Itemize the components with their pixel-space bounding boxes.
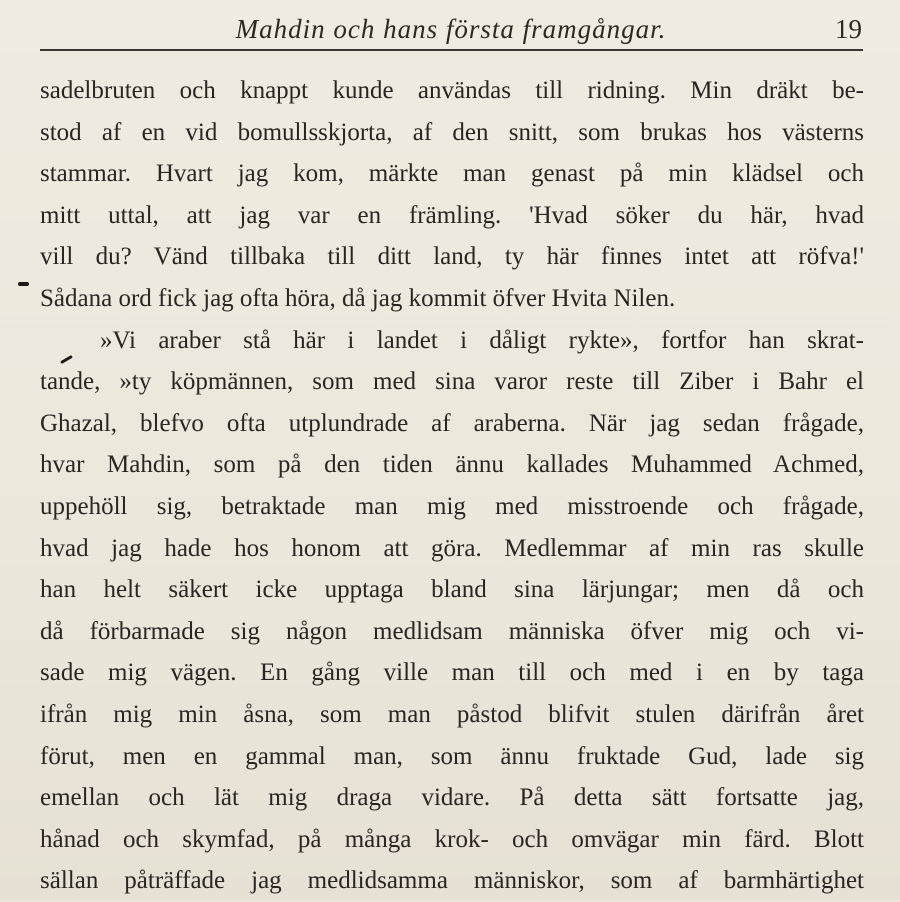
header-rule: [40, 49, 863, 51]
text-line: förut, men en gammal man, som ännu fruktade Gud, lade sig: [40, 742, 864, 770]
text-line: stammar. Hvart jag kom, märkte man genast på min klädsel och: [40, 160, 864, 188]
text-line: sadelbruten och knappt kunde användas till ridning. Min dräkt be-: [40, 77, 864, 104]
text-line: hvar Mahdin, som på den tiden ännu kallades Muhammed Achmed,: [40, 451, 864, 479]
text-line: tande, »ty köpmännen, som med sina varor reste till Ziber i Bahr el: [40, 368, 864, 396]
text-line: vill du? Vänd tillbaka till ditt land, ty här finnes intet att röfva!': [40, 243, 864, 271]
text-line: mitt uttal, att jag var en främling. 'Hvad söker du här, hvad: [40, 201, 864, 229]
text-line: hånad och skymfad, på många krok- och omvägar min färd. Blott: [40, 825, 864, 853]
text-line: »Vi araber stå här i landet i dåligt rykte», fortfor han skrat-: [100, 326, 864, 354]
text-line: han helt säkert icke upptaga bland sina lärjungar; men då och: [40, 576, 864, 604]
text-line: Sådana ord fick jag ofta höra, då jag kommit öfver Hvita Nilen.: [40, 284, 676, 312]
text-line: stod af en vid bomullsskjorta, af den snitt, som brukas hos västerns: [40, 118, 864, 146]
text-line: emellan och lät mig draga vidare. På detta sätt fortsatte jag,: [40, 784, 864, 812]
body-text: [40, 70, 864, 902]
running-head: [40, 8, 862, 48]
text-line: hvad jag hade hos honom att göra. Medlemmar af min ras skulle: [40, 534, 864, 562]
text-line: uppehöll sig, betraktade man mig med misstroende och frågade,: [40, 492, 864, 520]
page-number: 19: [835, 14, 862, 44]
text-line: ifrån mig min åsna, som man påstod blifvit stulen därifrån året: [40, 700, 864, 728]
text-line: sällan påträffade jag medlidsamma människor, som af barmhärtighet: [40, 867, 864, 895]
text-line: sade mig vägen. En gång ville man till och med i en by taga: [40, 659, 864, 687]
chapter-title: Mahdin och hans första framgångar.: [235, 14, 667, 44]
margin-pencil-mark: [18, 282, 29, 286]
text-line: Ghazal, blefvo ofta utplundrade af araberna. När jag sedan frågade,: [40, 409, 864, 437]
text-line: då förbarmade sig någon medlidsam människa öfver mig och vi-: [40, 617, 864, 645]
